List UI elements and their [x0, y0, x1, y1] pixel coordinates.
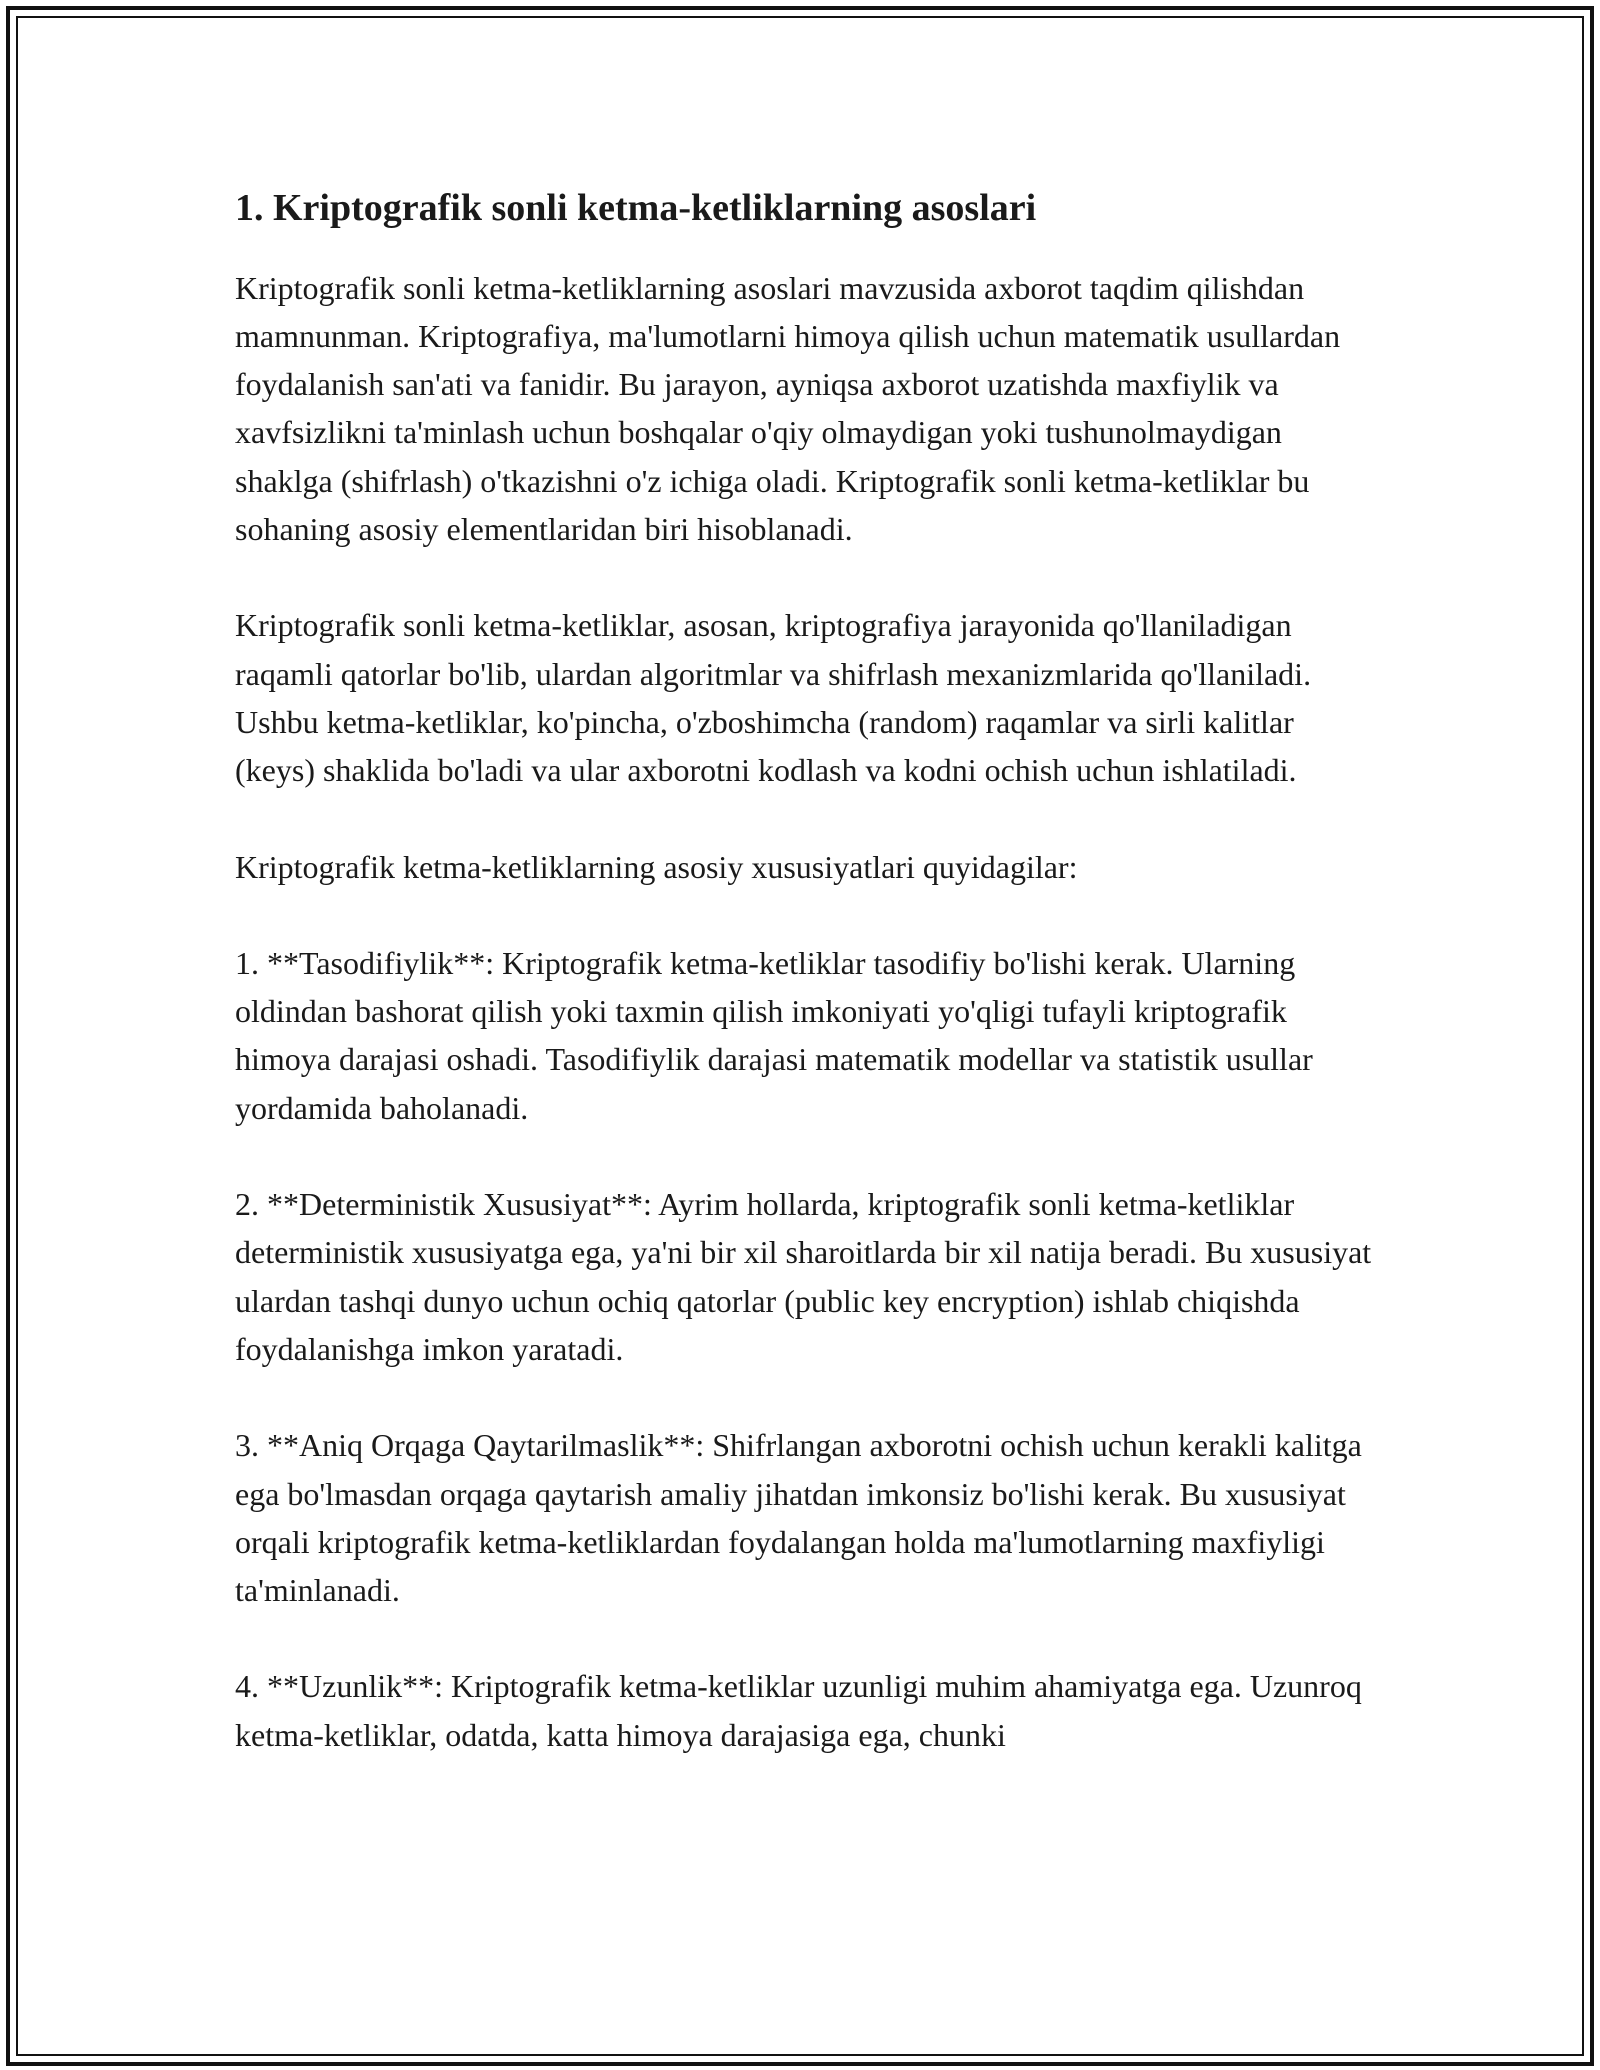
- property-randomness-paragraph: 1. **Tasodifiylik**: Kriptografik ketma-ketliklar tasodifiy bo'lishi kerak. Ularning oldindan bashorat qilish yoki taxmin qilish imkoniyati yo'qligi tufayli kriptografik himoya darajasi oshadi. Tasodifiylik darajasi matematik modellar va statistik usullar yordamida baholanadi.: [235, 944, 1313, 1126]
- definition-paragraph: Kriptografik sonli ketma-ketliklar, asosan, kriptografiya jarayonida qo'llaniladigan raqamli qatorlar bo'lib, ulardan algoritmlar va shifrlash mexanizmlarida qo'llaniladi. Ushbu ketma-ketliklar, ko'pincha, o'zboshimcha (random) raqamlar va sirli kalitlar (keys) shaklida bo'ladi va ular axborotni kodlash va kodni ochish uchun ishlatiladi.: [235, 607, 1312, 789]
- properties-intro-paragraph: Kriptografik ketma-ketliklarning asosiy xususiyatlari quyidagilar:: [235, 848, 1078, 885]
- intro-paragraph: Kriptografik sonli ketma-ketliklarning asoslari mavzusida axborot taqdim qilishdan mamnunman. Kriptografiya, ma'lumotlarni himoya qilish uchun matematik usullardan foydalanish san'ati va fanidir. Bu jarayon, ayniqsa axborot uzatishda maxfiylik va xavfsizlikni ta'minlash uchun boshqalar o'qiy olmaydigan yoki tushunolmaydigan shaklga (shifrlash) o'tkazishni o'z ichiga oladi. Kriptografik sonli ketma-ketliklar bu sohaning asosiy elementlaridan biri hisoblanadi.: [235, 269, 1341, 548]
- property-irreversibility-paragraph: 3. **Aniq Orqaga Qaytarilmaslik**: Shifrlangan axborotni ochish uchun kerakli kalitga ega bo'lmasdan orqaga qaytarish amaliy jihatdan imkonsiz bo'lishi kerak. Bu xususiyat orqali kriptografik ketma-ketliklardan foydalangan holda ma'lumotlarning maxfiyligi ta'minlanadi.: [235, 1427, 1362, 1609]
- document-body: [235, 186, 1380, 1807]
- property-length-paragraph: 4. **Uzunlik**: Kriptografik ketma-ketliklar uzunligi muhim ahamiyatga ega. Uzunroq ketma-ketliklar, odatda, katta himoya darajasiga ega, chunki: [235, 1668, 1362, 1753]
- section-heading: 1. Kriptografik sonli ketma-ketliklarning asoslari: [235, 187, 1037, 229]
- property-deterministic-paragraph: 2. **Deterministik Xususiyat**: Ayrim hollarda, kriptografik sonli ketma-ketliklar deterministik xususiyatga ega, ya'ni bir xil sharoitlarda bir xil natija beradi. Bu xususiyat ulardan tashqi dunyo uchun ochiq qatorlar (public key encryption) ishlab chiqishda foydalanishga imkon yaratadi.: [235, 1186, 1372, 1367]
